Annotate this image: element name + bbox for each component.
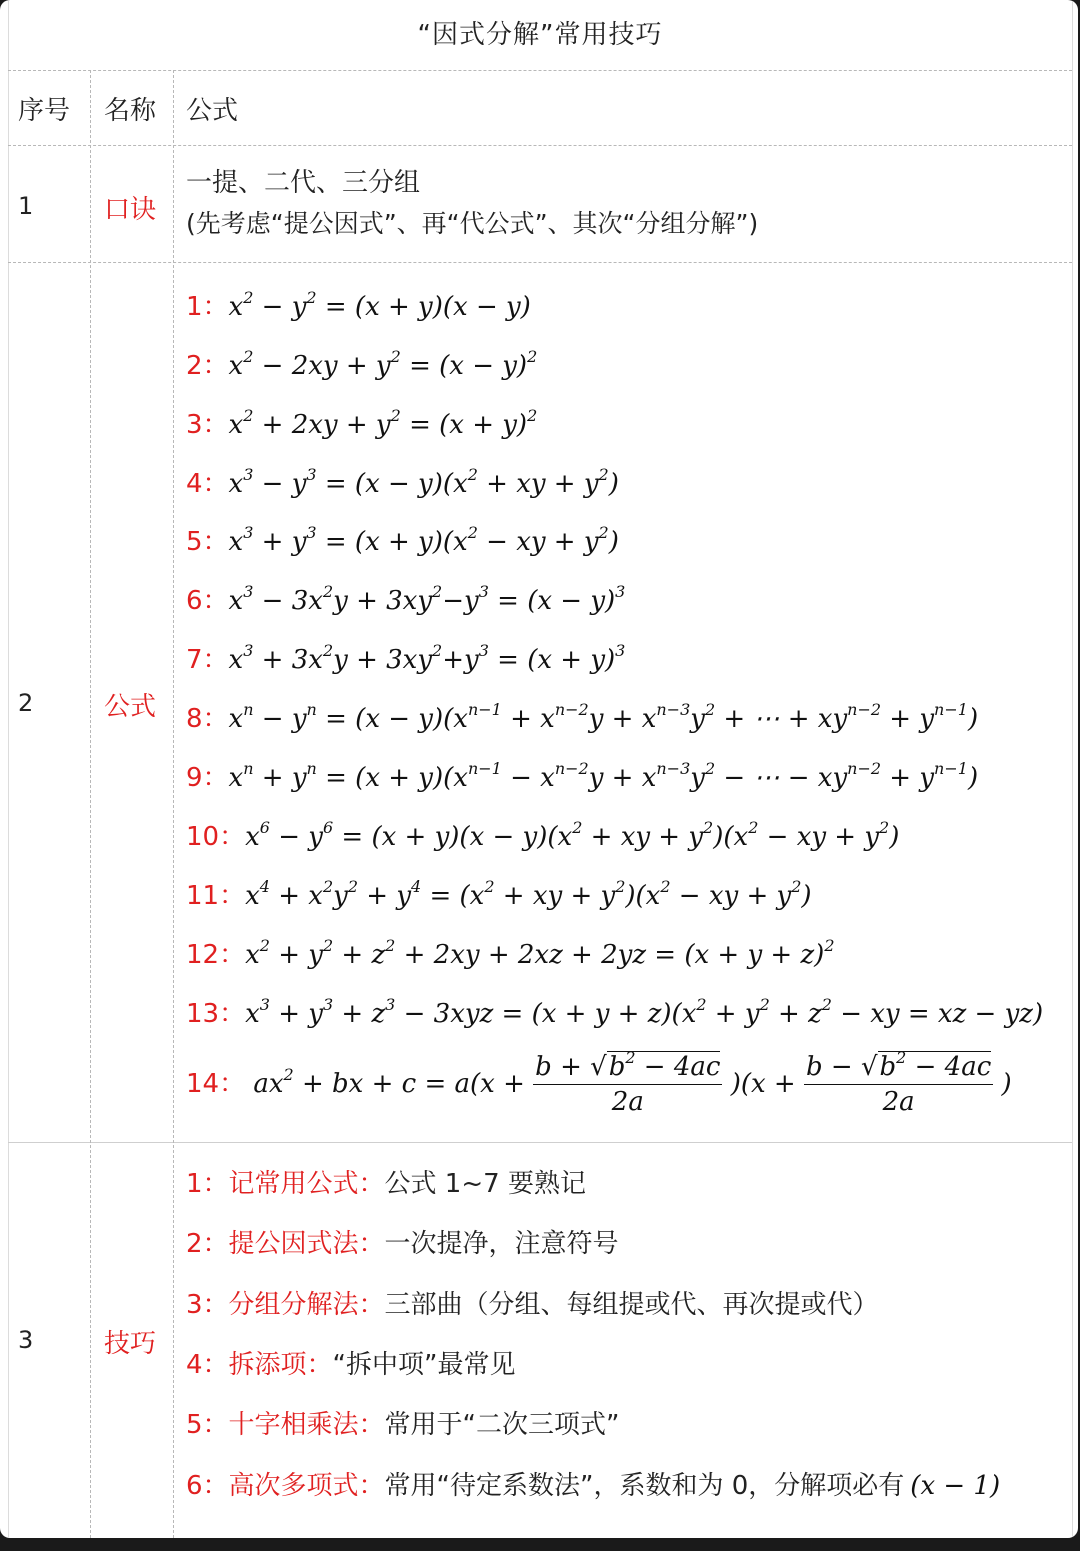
- tip-text: 常用“待定系数法”，系数和为 0，分解项必有: [384, 1471, 905, 1501]
- tip-text: 一次提净，注意符号: [384, 1229, 619, 1259]
- formula-14-tail: ): [1001, 1069, 1012, 1099]
- tip-text: “拆中项”最常见: [332, 1350, 516, 1380]
- column-divider: [90, 70, 91, 1538]
- formula-expression: $x^2 + y^2 + z^2 + 2xy + 2xz + 2yz = (x + y + z)^2$: [245, 936, 835, 970]
- formula-10: [186, 816, 899, 853]
- table-border-right: [1072, 0, 1073, 1538]
- tip-text: 公式 1~7 要熟记: [384, 1169, 586, 1199]
- formula-label: 3：: [186, 410, 229, 440]
- fraction-numerator: $b - √b^2 - 4ac$: [804, 1052, 993, 1085]
- formula-expression: $x^2 - 2xy + y^2 = (x - y)^2$: [228, 347, 538, 381]
- header-name: 名称: [104, 96, 157, 126]
- tip-6: [186, 1465, 1000, 1502]
- formula-8: [186, 698, 978, 735]
- divider: [8, 70, 1072, 71]
- row-name: 技巧: [104, 1329, 157, 1359]
- formula-12: [186, 934, 835, 971]
- formula-14-lhs: $ax^2$ + bx + c = a(x +: [253, 1065, 525, 1099]
- row-index: 1: [18, 192, 34, 220]
- formula-expression: $x^2 - y^2 = (x + y)(x - y)$: [228, 288, 531, 322]
- fraction-denominator: 2a: [611, 1087, 644, 1117]
- tip-2: [186, 1223, 619, 1260]
- formula-6: [186, 580, 625, 617]
- formula-label: 7：: [186, 645, 229, 675]
- formula-7: [186, 639, 625, 676]
- tip-label: 5：十字相乘法：: [186, 1410, 385, 1440]
- divider: [8, 262, 1072, 263]
- formula-expression: $x^n + y^n = (x + y)(x^{n-1} - x^{n-2}y + x^{n-3}y^2$ − ⋯ − $xy^{n-2} + y^{n-1}$): [228, 759, 979, 793]
- tip-4: [186, 1344, 516, 1381]
- tip-label: 6：高次多项式：: [186, 1471, 385, 1501]
- formula-label: 2：: [186, 351, 229, 381]
- tip-label: 1：记常用公式：: [186, 1169, 385, 1199]
- divider: [8, 145, 1072, 146]
- formula-2: [186, 345, 537, 382]
- formula-label: 12：: [186, 940, 246, 970]
- formula-expression: $x^3 - y^3 = (x - y)(x^2$ + xy + $y^2$): [228, 465, 619, 499]
- row-name: 公式: [104, 692, 157, 722]
- divider: [8, 1142, 1072, 1143]
- formula-9: [186, 757, 978, 794]
- formula-label: 10：: [186, 822, 246, 852]
- formula-label: 5：: [186, 527, 229, 557]
- formula-label: 6：: [186, 586, 229, 616]
- mnemonic-explanation: (先考虑“提公因式”、再“代公式”、其次“分组分解”): [186, 209, 759, 238]
- formula-14: [186, 1048, 1012, 1117]
- tip-label: 2：提公因式法：: [186, 1229, 385, 1259]
- formula-label: 11：: [186, 881, 246, 911]
- row-index: 2: [18, 689, 34, 717]
- formula-label: 8：: [186, 704, 229, 734]
- formula-expression: $x^2 + 2xy + y^2 = (x + y)^2$: [228, 406, 538, 440]
- tip-5: [186, 1404, 620, 1441]
- fraction: [804, 1048, 993, 1117]
- formula-13: [186, 993, 1043, 1030]
- formula-4: [186, 463, 619, 500]
- formula-label: 9：: [186, 763, 229, 793]
- page-title: “因式分解”常用技巧: [417, 20, 663, 50]
- tip-math: (x − 1): [910, 1471, 1001, 1501]
- formula-14-mid: )(x +: [730, 1069, 796, 1099]
- column-divider: [173, 70, 174, 1538]
- tip-1: [186, 1163, 586, 1200]
- row-name: 口诀: [104, 195, 157, 225]
- formula-expression: $x^3 + 3x^2y + 3xy^2+y^3 = (x + y)^3$: [228, 641, 626, 675]
- tip-3: [186, 1284, 879, 1321]
- formula-5: [186, 521, 619, 558]
- fraction-numerator: $b + √b^2 - 4ac$: [533, 1052, 722, 1085]
- formula-label: 14：: [186, 1069, 246, 1099]
- formula-expression: $x^3 - 3x^2y + 3xy^2-y^3 = (x - y)^3$: [228, 582, 626, 616]
- header-index: 序号: [18, 96, 71, 126]
- formula-11: [186, 875, 812, 912]
- formula-3: [186, 404, 537, 441]
- header-formula: 公式: [186, 96, 239, 126]
- formula-label: 4：: [186, 469, 229, 499]
- fraction-denominator: 2a: [882, 1087, 915, 1117]
- formula-expression: $x^3 + y^3 = (x + y)(x^2$ − xy + $y^2$): [228, 523, 619, 557]
- fraction: [533, 1048, 722, 1117]
- formula-label: 13：: [186, 999, 246, 1029]
- formula-expression: $x^n - y^n = (x - y)(x^{n-1} + x^{n-2}y + x^{n-3}y^2$ + ⋯ + $xy^{n-2} + y^{n-1}$): [228, 700, 979, 734]
- formula-label: 1：: [186, 292, 229, 322]
- table-border-left: [8, 0, 9, 1538]
- row-index: 3: [18, 1326, 34, 1354]
- formula-expression: $x^4 + x^2y^2 + y^4 = (x^2$ + xy + $y^2)(x^2$ − xy + $y^2$): [245, 877, 812, 911]
- tip-label: 4：拆添项：: [186, 1350, 333, 1380]
- formula-expression: $x^3 + y^3 + z^3 - 3xyz = (x + y + z)(x^2 + y^2 + z^2$ − xy = xz − yz): [245, 995, 1044, 1029]
- tip-text: 常用于“二次三项式”: [384, 1410, 620, 1440]
- formula-expression: $x^6 - y^6 = (x + y)(x - y)(x^2$ + xy + $y^2)(x^2$ − xy + $y^2$): [245, 818, 900, 852]
- tip-label: 3：分组分解法：: [186, 1290, 385, 1320]
- tip-text: 三部曲（分组、每组提或代、再次提或代）: [384, 1290, 879, 1320]
- mnemonic: 一提、二代、三分组: [186, 168, 421, 198]
- formula-1: [186, 286, 531, 323]
